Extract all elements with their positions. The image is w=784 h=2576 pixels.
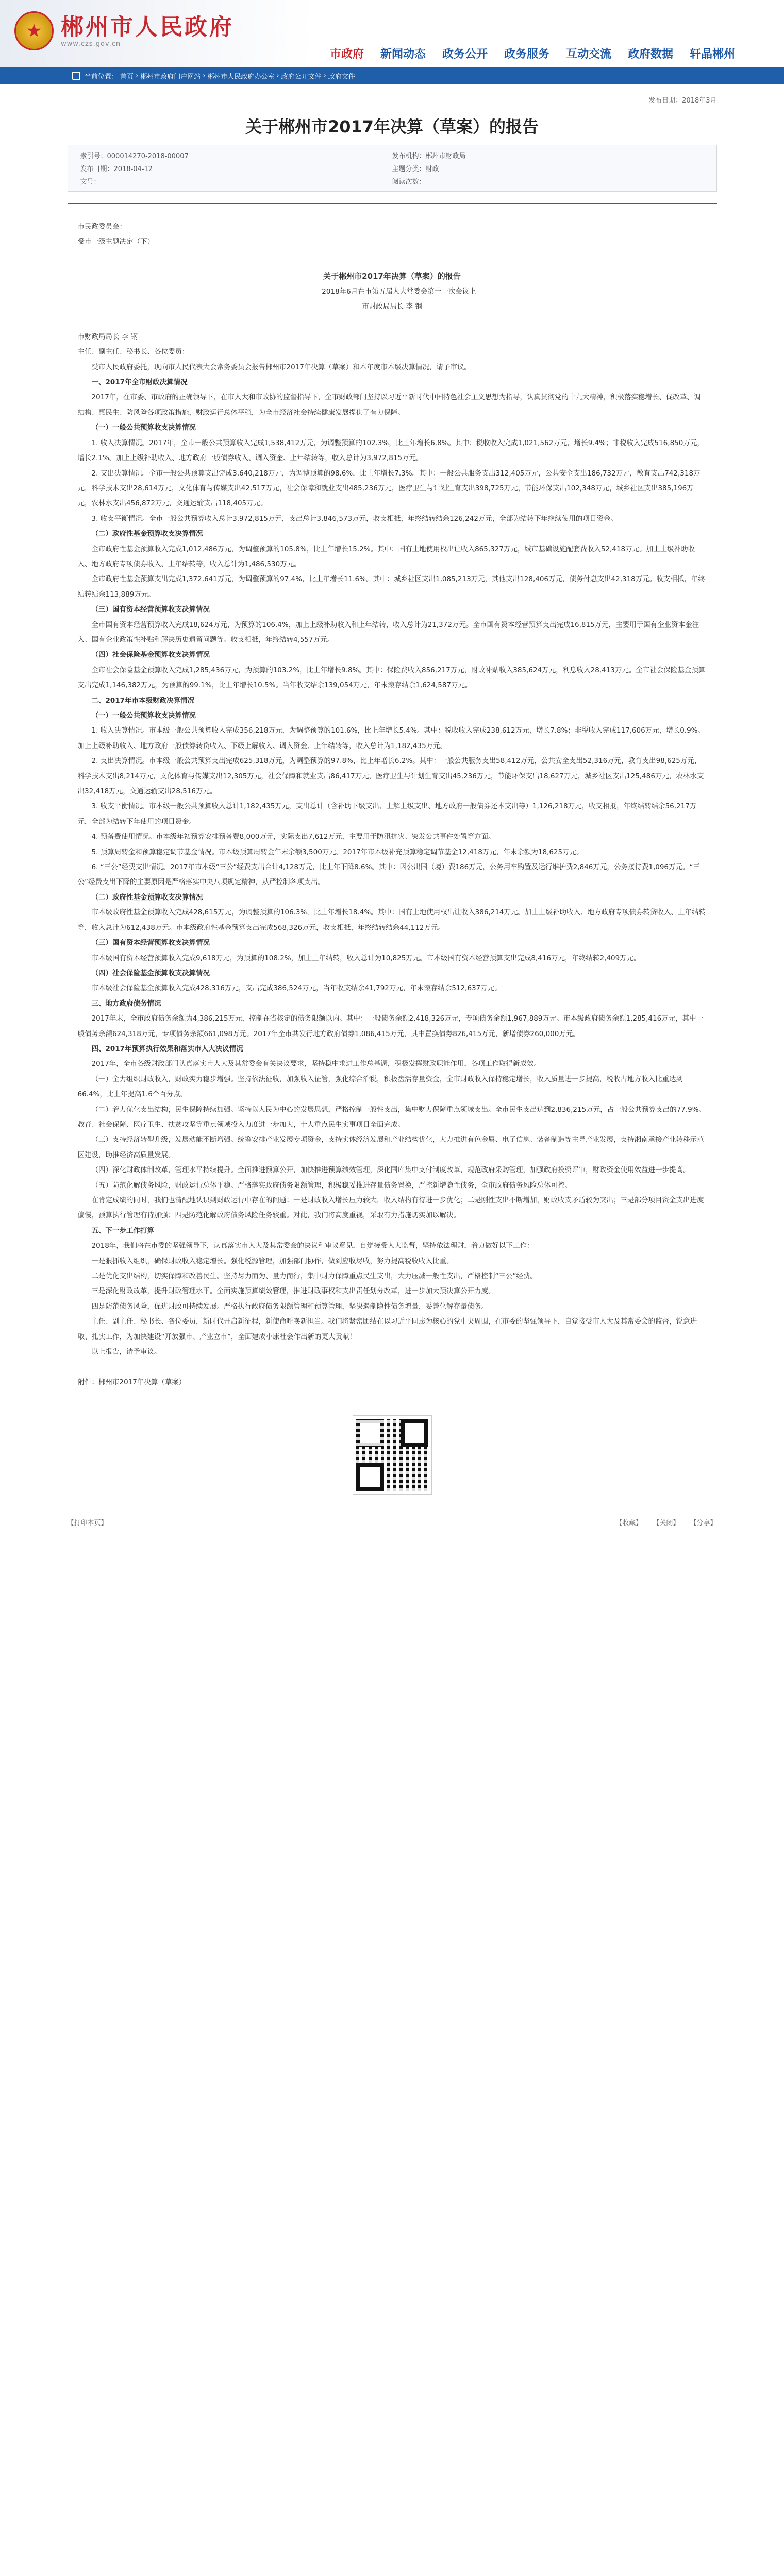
- article-paragraph: （一）一般公共预算收支决算情况: [91, 423, 196, 432]
- article-paragraph: 以上报告，请予审议。: [91, 1348, 161, 1357]
- article-paragraph: 3. 收支平衡情况。市本级一般公共预算收入总计1,182,435万元，支出总计（含补助下级支出、上解上级支出、地方政府一般债券还本支出等）1,126,218万元，收支相抵，年终结转结余56,217万元，全部为结转下年使用的项目资金。: [77, 802, 697, 826]
- article-tools: [68, 1509, 717, 1527]
- article-paragraph: （四）社会保险基金预算收支决算情况: [91, 651, 210, 659]
- article-paragraph: 主任、副主任、秘书长、各位委员：: [77, 348, 189, 357]
- article-paragraph: 1. 收入决算情况。市本级一般公共预算收入完成356,218万元，为调整预算的101.6%，比上年增长5.4%。其中：税收收入完成238,612万元，增长7.8%；非税收入完成117,606万元，增长0.9%。加上上级补助收入、地方政府一般债券转贷收入、下级上解收入、调入资金、上年结转等，收入总计为1,182,435万元。: [77, 726, 705, 750]
- national-emblem-icon: [14, 11, 54, 50]
- nav-item-disclosure[interactable]: 政务公开: [442, 48, 488, 61]
- article-paragraph: ——2018年6月在市第五届人大常委会第十一次会议上: [308, 287, 476, 296]
- article-paragraph: [78, 314, 707, 329]
- article-paragraph: 主任、副主任、秘书长、各位委员，新时代开启新征程，新使命呼唤新担当。我们将紧密团结在以习近平同志为核心的党中央周围，在市委的坚强领导下，自觉接受市人大及其常委会的监督，锐意进取、扎实工作，为加快建设“开放强市、产业立市”，全面建成小康社会作出新的更大贡献！: [77, 1317, 697, 1341]
- article-paragraph: （一）全力组织财政收入，财政实力稳步增强。坚持依法征收，加强收入征管，强化综合治税，积极盘活存量资金，全市财政收入保持稳定增长，收入质量进一步提高，税收占地方收入比重达到66.4%，比上年提高1.6个百分点。: [77, 1075, 683, 1099]
- article-paragraph: （三）国有资本经营预算收支决算情况: [91, 939, 210, 947]
- site-header: [0, 0, 784, 67]
- article-paragraph: [78, 1360, 707, 1375]
- close-button[interactable]: 【关闭】: [653, 1519, 680, 1528]
- article-paragraph: （四）深化财政体制改革，管理水平持续提升。全面推进预算公开，加快推进预算绩效管理，深化国库集中支付制度改革，规范政府采购管理，加强政府投资评审，财政资金使用效益进一步提高。: [91, 1166, 690, 1175]
- print-button[interactable]: 【打印本页】: [67, 1519, 108, 1528]
- site-url: www.czs.gov.cn: [61, 40, 121, 48]
- article-paragraph: 四、2017年预算执行效果和落实市人大决议情况: [91, 1044, 243, 1053]
- article-paragraph: 3. 收支平衡情况。全市一般公共预算收入总计3,972,815万元，支出总计3,846,573万元，收支相抵，年终结转结余126,242万元，全部为结转下年继续使用的项目资金。: [91, 514, 618, 523]
- article-paragraph: 三、地方政府债务情况: [91, 999, 161, 1008]
- article-paragraph: （二）政府性基金预算收支决算情况: [91, 893, 203, 902]
- article-paragraph: （三）国有资本经营预算收支决算情况: [91, 605, 210, 614]
- article-paragraph: （四）社会保险基金预算收支决算情况: [91, 969, 210, 977]
- article-paragraph: 市本级社会保险基金预算收入完成428,316万元，支出完成386,524万元，当年收支结余41,792万元，年末滚存结余512,637万元。: [91, 984, 502, 993]
- article-paragraph: 关于郴州市2017年决算（草案）的报告: [323, 272, 461, 281]
- article-title: 关于郴州市2017年决算（草案）的报告: [245, 117, 539, 137]
- breadcrumb: 当前位置： 首页 › 郴州市政府门户网站 › 郴州市人民政府办公室 › 政府公开文件 › 政府文件: [0, 67, 784, 84]
- breadcrumb-item[interactable]: 郴州市人民政府办公室: [207, 73, 275, 81]
- article-paragraph: 2017年末，全市政府债务余额为4,386,215万元，控制在省核定的债务限额以内。其中：一般债务余额2,418,326万元，专项债务余额1,967,889万元。市本级政府债务余额1,285,416万元，其中一般债务余额624,318万元，专项债务余额661,098万元。2017年全市共发行地方政府债券1,086,415万元，其中置换债券826,415万元，新增债券260,000万元。: [77, 1014, 704, 1038]
- article-paragraph: 市本级国有资本经营预算收入完成9,618万元，为预算的108.2%，加上上年结转，收入总计为10,825万元。市本级国有资本经营预算支出完成8,416万元，年终结转2,409万元。: [91, 954, 641, 962]
- article-paragraph: 全市政府性基金预算支出完成1,372,641万元，为调整预算的97.4%，比上年增长11.6%。其中：城乡社区支出1,085,213万元，其他支出128,406万元，债务付息支出42,318万元。收支相抵，年终结转结余113,889万元。: [77, 575, 705, 599]
- breadcrumb-item[interactable]: 郴州市政府门户网站: [140, 73, 201, 81]
- article-paragraph: 受市人民政府委托，现向市人民代表大会常务委员会报告郴州市2017年决算（草案）和本年度市本级决算情况，请予审议。: [91, 363, 471, 371]
- article-paragraph: 市财政局局长 李 钢: [77, 332, 138, 341]
- site-logo[interactable]: [14, 11, 234, 50]
- main-nav: [330, 45, 752, 61]
- site-title: 郴州市人民政府: [61, 13, 234, 40]
- info-date: 发布日期：2018-04-12: [80, 165, 153, 173]
- article-paragraph: 市民政委员会：: [77, 223, 126, 231]
- article-paragraph: 一是狠抓收入组织，确保财政收入稳定增长。强化税源管理，加强部门协作，做到应收尽收，努力提高税收收入比重。: [91, 1257, 454, 1265]
- article-paragraph: 全市政府性基金预算收入完成1,012,486万元，为调整预算的105.8%，比上年增长15.2%。其中：国有土地使用权出让收入865,327万元，城市基础设施配套费收入52,418万元。加上上级补助收入、地方政府专项债券收入、上年结转等，收入总计为1,486,530万元。: [77, 545, 695, 568]
- article-paragraph: 全市国有资本经营预算收入完成18,624万元，为预算的106.4%，加上上级补助收入和上年结转，收入总计为21,372万元。全市国有资本经营预算支出完成16,815万元，主要用于国有企业资本金注入、国有企业政策性补贴和解决历史遗留问题等。收支相抵，年终结转4,557万元。: [77, 620, 699, 644]
- article-paragraph: 6. “三公”经费支出情况。2017年市本级“三公”经费支出合计4,128万元，比上年下降8.6%。其中：因公出国（境）费186万元，公务用车购置及运行维护费2,846万元，公务接待费1,096万元。“三公”经费支出下降的主要原因是严格落实中央八项规定精神，从严控制各项支出。: [77, 863, 700, 887]
- article-paragraph: 一、2017年全市财政决算情况: [91, 378, 188, 387]
- article-paragraph: 4. 预备费使用情况。市本级年初预算安排预备费8,000万元，实际支出7,612万元，主要用于防汛抗灾、突发公共事件处置等方面。: [91, 833, 495, 841]
- info-category: 主题分类：财政: [392, 165, 439, 173]
- nav-item-data[interactable]: 政府数据: [628, 48, 674, 61]
- article-paragraph: （一）一般公共预算收支决算情况: [91, 711, 196, 720]
- nav-item-services[interactable]: 政务服务: [504, 48, 550, 61]
- article-paragraph: 2. 支出决算情况。全市一般公共预算支出完成3,640,218万元，为调整预算的98.6%，比上年增长7.3%。其中：一般公共服务支出312,405万元，公共安全支出186,732万元，教育支出742,318万元，科学技术支出28,614万元，文化体育与传媒支出42,517万元，社会保障和就业支出485,236万元，医疗卫生与计划生育支出398,725万元，节能环保支出102,348万元，城乡社区支出385,196万元，农林水支出456,872万元，交通运输支出118,405万元。: [77, 469, 700, 508]
- title-divider: [68, 203, 717, 204]
- article-paragraph: [78, 250, 707, 265]
- article-paragraph: 市财政局局长 李 钢: [362, 302, 422, 311]
- article-paragraph: （二）着力优化支出结构，民生保障持续加强。坚持以人民为中心的发展思想，严格控制一般性支出，集中财力保障重点领域支出。全市民生支出达到2,836,215万元，占一般公共预算支出的77.9%。教育、社会保障、医疗卫生、扶贫攻坚等重点领域投入力度进一步加大，十大重点民生实事项目全面完成。: [77, 1105, 706, 1129]
- article-paragraph: 2017年，全市各级财政部门认真落实市人大及其常委会有关决议要求，坚持稳中求进工作总基调，积极发挥财政职能作用，各项工作取得新成效。: [91, 1060, 541, 1069]
- article-paragraph: 五、下一步工作打算: [91, 1226, 154, 1235]
- article-paragraph: 二是优化支出结构，切实保障和改善民生。坚持尽力而为、量力而行，集中财力保障重点民生支出，大力压减一般性支出，严格控制“三公”经费。: [91, 1272, 537, 1281]
- publish-date: 发布日期：2018年3月: [648, 97, 717, 105]
- nav-item-government[interactable]: 市政府: [330, 48, 364, 61]
- article-paragraph: 2. 支出决算情况。市本级一般公共预算支出完成625,318万元，为调整预算的97.8%，比上年增长6.2%。其中：一般公共服务支出58,412万元，公共安全支出52,316万元，教育支出98,625万元，科学技术支出8,214万元，文化体育与传媒支出12,305万元，社会保障和就业支出86,417万元，医疗卫生与计划生育支出45,236万元，节能环保支出18,627万元，城乡社区支出125,486万元，农林水支出32,418万元，交通运输支出28,516万元。: [77, 757, 704, 796]
- info-index: 索引号：000014270-2018-00007: [80, 152, 189, 160]
- article-paragraph: 2017年，在市委、市政府的正确领导下，在市人大和市政协的监督指导下，全市财政部门坚持以习近平新时代中国特色社会主义思想为指导，认真贯彻党的十九大精神，积极落实稳增长、促改革、调结构、惠民生、防风险各项政策措施，财政运行总体平稳，为全市经济社会持续健康发展提供了有力保障。: [77, 393, 701, 417]
- favorite-button[interactable]: 【收藏】: [615, 1519, 643, 1528]
- article-paragraph: 在肯定成绩的同时，我们也清醒地认识到财政运行中存在的问题：一是财政收入增长压力较大，收入结构有待进一步优化；二是刚性支出不断增加，财政收支矛盾较为突出；三是部分项目资金支出进度偏慢，预算执行管理有待加强；四是防范化解政府债务风险任务较重。对此，我们将高度重视，采取有力措施切实加以解决。: [77, 1196, 704, 1220]
- breadcrumb-item[interactable]: 首页: [120, 73, 134, 81]
- article-paragraph: 5. 预算周转金和预算稳定调节基金情况。市本级预算周转金年末余额3,500万元。2017年市本级补充预算稳定调节基金12,418万元，年末余额为18,625万元。: [91, 848, 583, 856]
- qr-code-section: [68, 1416, 717, 1496]
- info-agency: 发布机构：郴州市财政局: [392, 152, 466, 160]
- info-views: 阅读次数：: [392, 178, 426, 186]
- share-button[interactable]: 【分享】: [690, 1519, 717, 1528]
- article-info-box: [68, 145, 717, 192]
- article-paragraph: 附件：郴州市2017年决算（草案）: [77, 1378, 186, 1386]
- article-paragraph: 受市一级主题决定（下）: [77, 238, 154, 246]
- nav-item-news[interactable]: 新闻动态: [380, 48, 426, 61]
- info-doc-number: 文号：: [80, 178, 101, 186]
- nav-item-chenzhou[interactable]: 轩晶郴州: [690, 48, 736, 61]
- article-paragraph: （二）政府性基金预算收支决算情况: [91, 530, 203, 538]
- article-paragraph: 四是防范债务风险，促进财政可持续发展。严格执行政府债务限额管理和预算管理，坚决遏制隐性债务增量，妥善化解存量债务。: [91, 1302, 488, 1311]
- article-paragraph: 二、2017年市本级财政决算情况: [91, 696, 195, 705]
- article-paragraph: 市本级政府性基金预算收入完成428,615万元，为调整预算的106.3%，比上年增长18.4%。其中：国有土地使用权出让收入386,214万元。加上上级补助收入、地方政府专项债券转贷收入、上年结转等，收入总计为612,438万元。市本级政府性基金预算支出完成568,326万元，收支相抵，年终结转结余44,112万元。: [77, 908, 706, 932]
- article-body: [68, 219, 717, 1390]
- breadcrumb-item[interactable]: 政府文件: [328, 73, 355, 81]
- breadcrumb-item[interactable]: 政府公开文件: [281, 73, 322, 81]
- qr-code-icon: [353, 1416, 431, 1494]
- article-paragraph: （五）防范化解债务风险，财政运行总体平稳。严格落实政府债务限额管理，积极稳妥推进存量债务置换，严控新增隐性债务，全市政府债务风险总体可控。: [91, 1181, 572, 1190]
- article-paragraph: 2018年，我们将在市委的坚强领导下，认真落实市人大及其常委会的决议和审议意见，自觉接受人大监督，坚持依法理财，着力做好以下工作：: [91, 1242, 534, 1250]
- article-paragraph: 1. 收入决算情况。2017年，全市一般公共预算收入完成1,538,412万元，为调整预算的102.3%，比上年增长6.8%。其中：税收收入完成1,021,562万元，增长9.4%；非税收入完成516,850万元，增长2.1%。加上上级补助收入、地方政府一般债券收入、调入资金、上年结转等，收入总计为3,972,815万元。: [77, 438, 704, 463]
- article: [68, 95, 717, 1527]
- article-paragraph: （三）支持经济转型升级，发展动能不断增强。统筹安排产业发展专项资金，支持实体经济发展和产业结构优化，大力推进有色金属、电子信息、装备制造等主导产业发展，支持湘南承接产业转移示范区建设，助推经济高质量发展。: [77, 1136, 704, 1159]
- article-paragraph: 全市社会保险基金预算收入完成1,285,436万元，为预算的103.2%，比上年增长9.8%。其中：保险费收入856,217万元，财政补贴收入385,624万元，利息收入28,413万元。全市社会保险基金预算支出完成1,146,382万元，为预算的99.1%，比上年增长10.5%。当年收支结余139,054万元，年末滚存结余1,624,587万元。: [77, 666, 706, 690]
- article-paragraph: 三是深化财政改革，提升财政管理水平。全面实施预算绩效管理，推进财政事权和支出责任划分改革，进一步加大预决算公开力度。: [91, 1287, 495, 1296]
- nav-item-interaction[interactable]: 互动交流: [566, 48, 612, 61]
- breadcrumb-prefix: 当前位置：: [85, 73, 119, 81]
- home-icon: [72, 72, 80, 80]
